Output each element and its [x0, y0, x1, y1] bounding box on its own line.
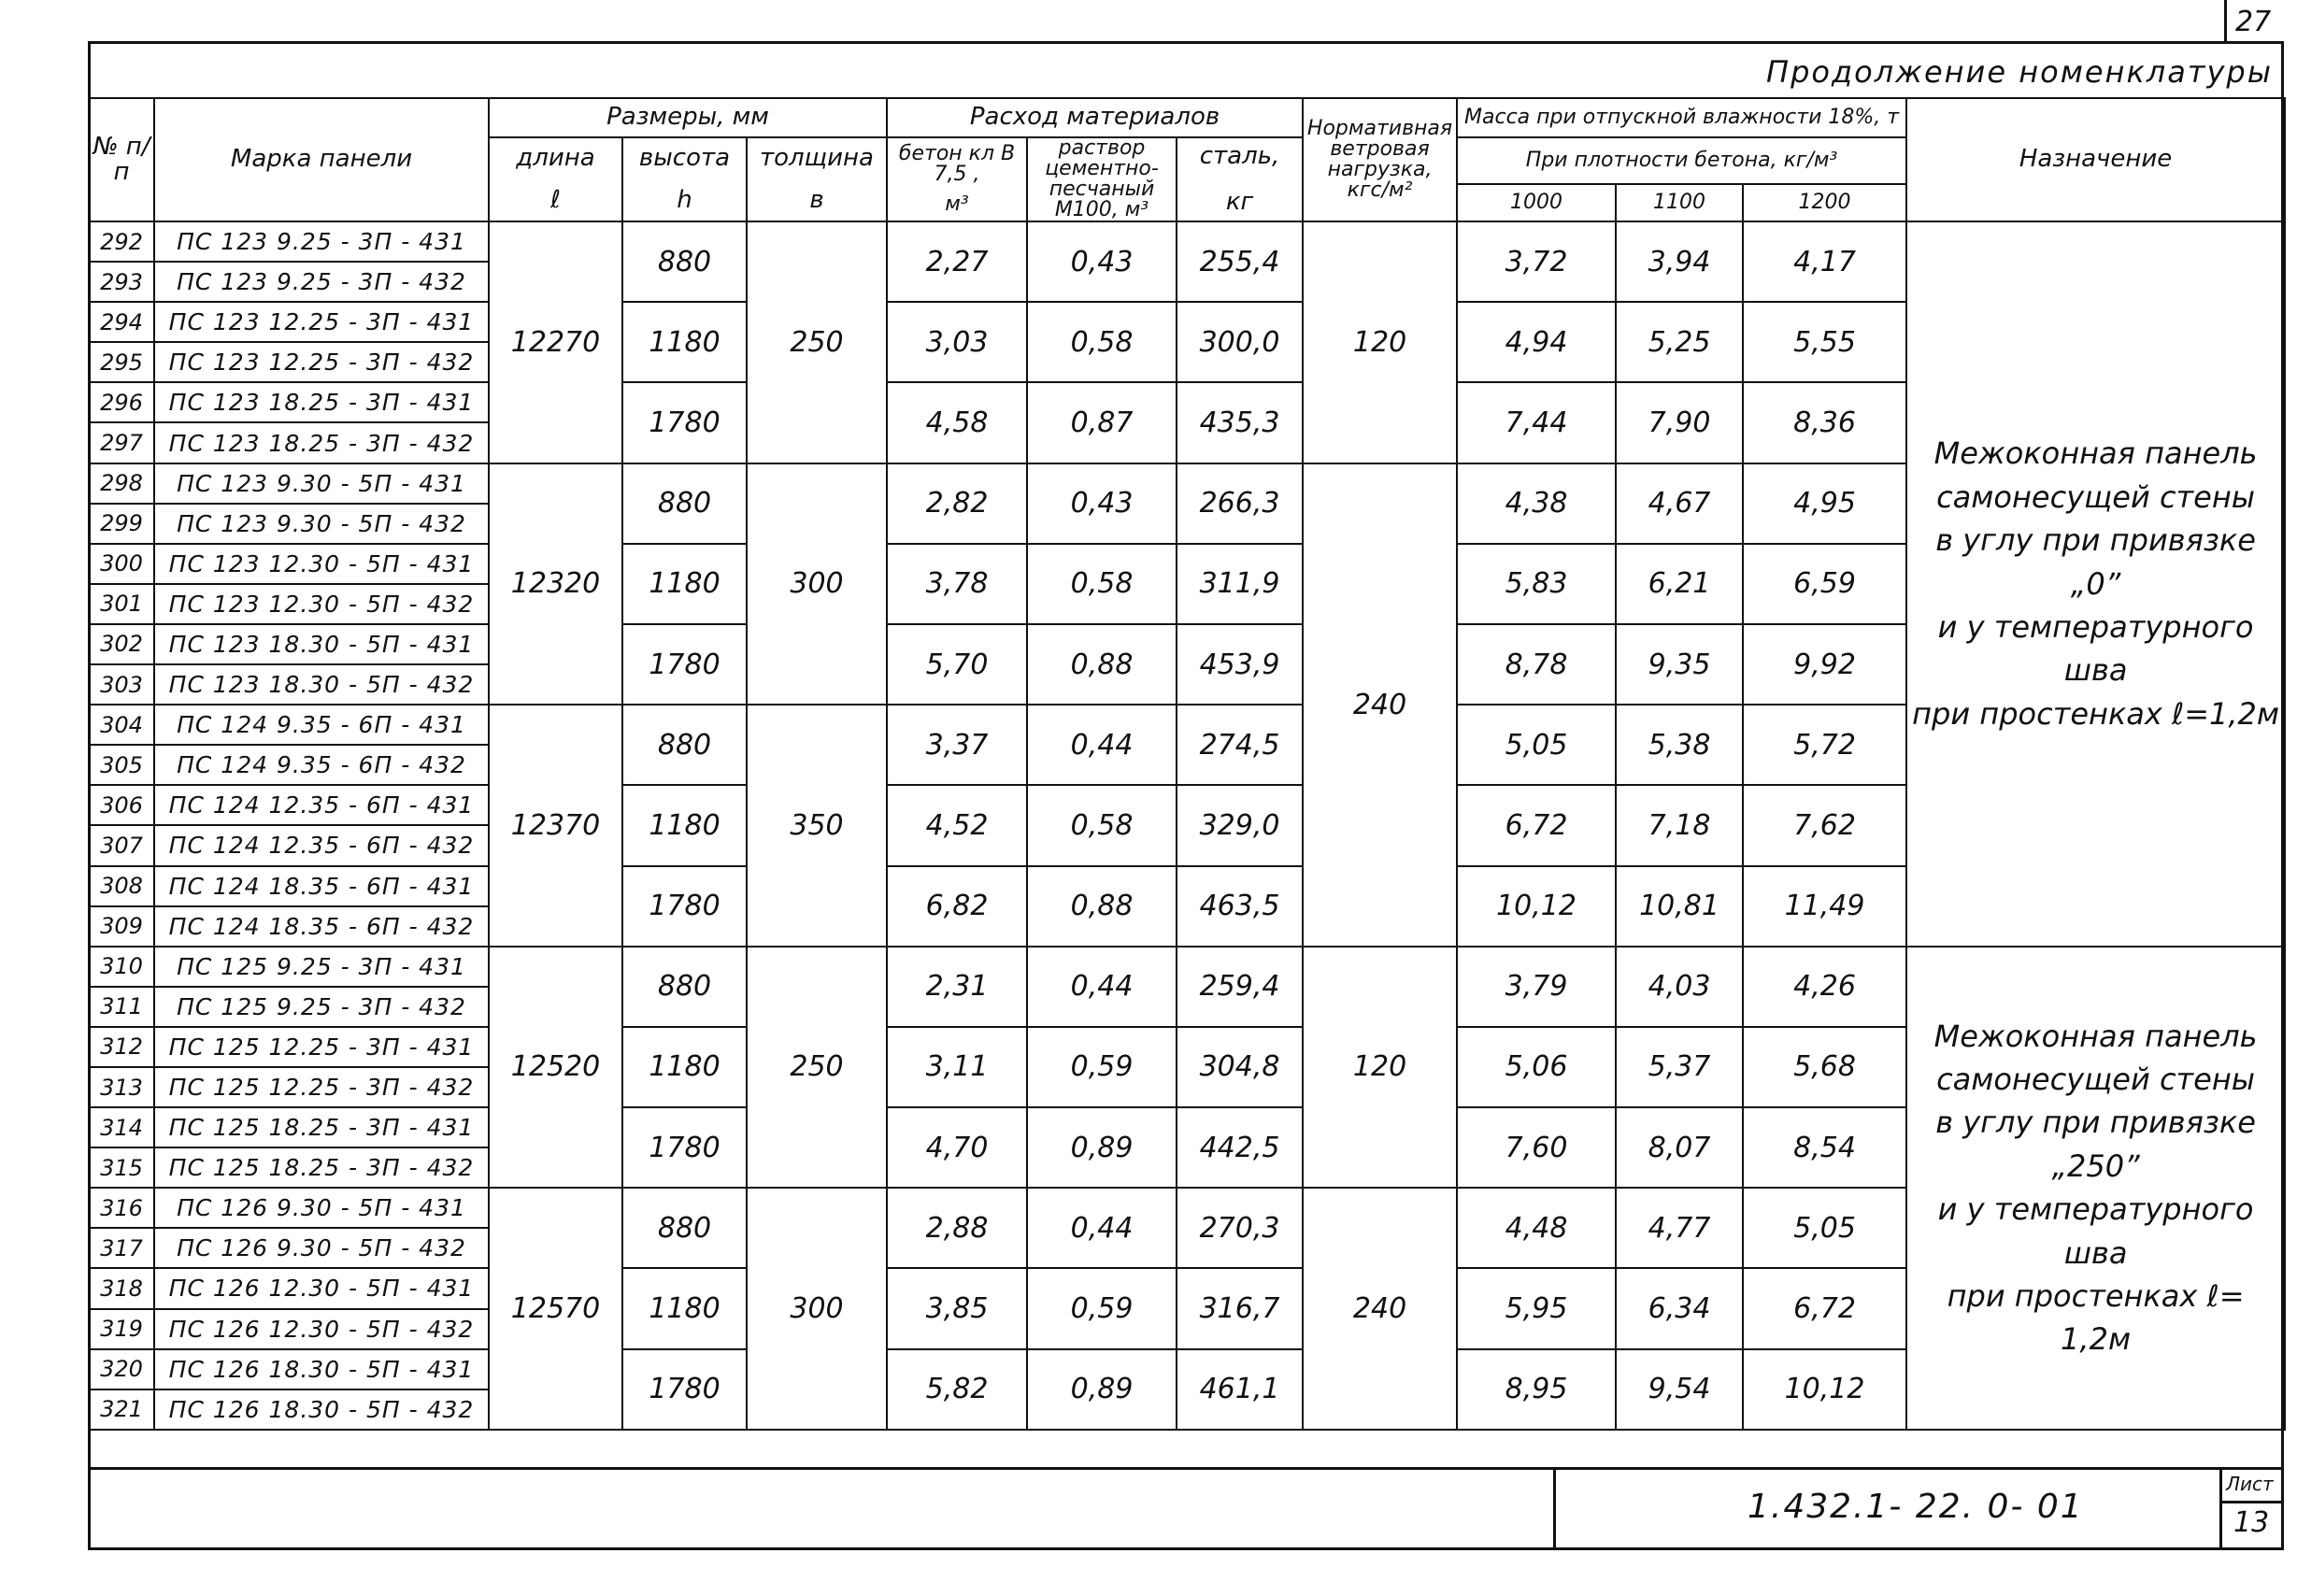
- row-number: 317: [89, 1228, 154, 1268]
- mass-1100: 4,67: [1616, 463, 1743, 544]
- mass-1200: 5,55: [1743, 302, 1906, 382]
- row-number: 300: [89, 544, 154, 584]
- col-header-purpose: Назначение: [1906, 98, 2285, 221]
- mortar-volume: 0,59: [1027, 1027, 1177, 1107]
- steel-mass: 461,1: [1177, 1349, 1303, 1430]
- mass-1000: 4,48: [1457, 1188, 1616, 1268]
- mass-1100: 8,07: [1616, 1107, 1743, 1188]
- row-number: 292: [89, 221, 154, 262]
- panel-mark: ПС 126 18.30 - 5П - 432: [154, 1389, 489, 1430]
- row-number: 306: [89, 785, 154, 825]
- panel-mark: ПС 124 9.35 - 6П - 431: [154, 705, 489, 745]
- purpose-line: Межоконная панель: [1933, 1018, 2258, 1054]
- table-row: [89, 221, 2285, 262]
- purpose-line: в углу при привязке „250”: [1935, 1104, 2256, 1184]
- mortar-volume: 0,44: [1027, 1188, 1177, 1268]
- panel-height: 1180: [622, 1027, 747, 1107]
- mortar-volume: 0,87: [1027, 382, 1177, 463]
- mass-1100: 10,81: [1616, 866, 1743, 947]
- purpose-line: при простенках ℓ= 1,2м: [1947, 1278, 2245, 1358]
- mortar-volume: 0,58: [1027, 302, 1177, 382]
- purpose-cell: [1906, 221, 2285, 947]
- mass-1200: 7,62: [1743, 785, 1906, 865]
- panel-thickness: 250: [747, 221, 887, 463]
- row-number: 311: [89, 987, 154, 1027]
- panel-length: 12570: [489, 1188, 622, 1430]
- row-number: 313: [89, 1067, 154, 1107]
- panel-height: 1780: [622, 1107, 747, 1188]
- row-number: 310: [89, 947, 154, 987]
- row-number: 295: [89, 342, 154, 382]
- panel-mark: ПС 125 9.25 - 3П - 432: [154, 987, 489, 1027]
- panel-height: 1180: [622, 302, 747, 382]
- thickness-label: толщина: [760, 143, 874, 172]
- row-number: 315: [89, 1147, 154, 1188]
- panel-height: 1780: [622, 382, 747, 463]
- mass-1200: 4,26: [1743, 947, 1906, 1027]
- mortar-volume: 0,59: [1027, 1268, 1177, 1348]
- panel-mark: ПС 123 12.25 - 3П - 431: [154, 302, 489, 342]
- mortar-volume: 0,43: [1027, 463, 1177, 544]
- steel-mass: 329,0: [1177, 785, 1303, 865]
- mass-1100: 9,35: [1616, 624, 1743, 705]
- purpose-line: в углу при привязке „0”: [1935, 522, 2256, 602]
- row-number: 298: [89, 463, 154, 504]
- mass-1000: 8,95: [1457, 1349, 1616, 1430]
- steel-mass: 266,3: [1177, 463, 1303, 544]
- panel-height: 880: [622, 705, 747, 785]
- mass-1200: 9,92: [1743, 624, 1906, 705]
- row-number: 293: [89, 262, 154, 302]
- row-number: 316: [89, 1188, 154, 1228]
- mass-1200: 8,54: [1743, 1107, 1906, 1188]
- mass-1000: 4,38: [1457, 463, 1616, 544]
- mass-1000: 5,06: [1457, 1027, 1616, 1107]
- panel-mark: ПС 123 18.30 - 5П - 432: [154, 664, 489, 705]
- mass-1000: 3,72: [1457, 221, 1616, 302]
- steel-mass: 300,0: [1177, 302, 1303, 382]
- panel-mark: ПС 124 9.35 - 6П - 432: [154, 745, 489, 785]
- row-number: 297: [89, 422, 154, 463]
- row-number: 301: [89, 584, 154, 624]
- panel-height: 1180: [622, 544, 747, 624]
- height-symbol: h: [677, 186, 692, 214]
- row-number: 312: [89, 1027, 154, 1067]
- row-number: 309: [89, 906, 154, 947]
- panel-height: 1780: [622, 1349, 747, 1430]
- mass-1200: 6,59: [1743, 544, 1906, 624]
- sheet-list-number: 13: [2233, 1506, 2270, 1539]
- mass-1000: 5,05: [1457, 705, 1616, 785]
- length-symbol: ℓ: [550, 186, 561, 214]
- mortar-volume: 0,44: [1027, 947, 1177, 1027]
- panel-height: 1780: [622, 866, 747, 947]
- nomenclature-table: [88, 97, 2286, 1431]
- row-number: 304: [89, 705, 154, 745]
- panel-mark: ПС 125 18.25 - 3П - 431: [154, 1107, 489, 1147]
- col-header-length: [489, 137, 622, 221]
- concrete-unit: м³: [945, 192, 969, 216]
- mass-1000: 5,83: [1457, 544, 1616, 624]
- panel-mark: ПС 125 9.25 - 3П - 431: [154, 947, 489, 987]
- purpose-line: при простенках ℓ=1,2м: [1912, 695, 2280, 732]
- purpose-line: и у температурного шва: [1937, 609, 2254, 689]
- mass-1200: 5,05: [1743, 1188, 1906, 1268]
- concrete-volume: 3,11: [887, 1027, 1027, 1107]
- panel-mark: ПС 126 18.30 - 5П - 431: [154, 1349, 489, 1389]
- wind-load: 240: [1303, 1188, 1457, 1430]
- panel-mark: ПС 126 9.30 - 5П - 432: [154, 1228, 489, 1268]
- panel-mark: ПС 123 9.25 - 3П - 432: [154, 262, 489, 302]
- mass-1000: 7,60: [1457, 1107, 1616, 1188]
- sheet-list-separator: [2219, 1501, 2281, 1503]
- wind-load: 120: [1303, 221, 1457, 463]
- col-header-d1000: 1000: [1457, 184, 1616, 221]
- col-header-concrete: [887, 137, 1027, 221]
- panel-mark: ПС 123 9.25 - 3П - 431: [154, 221, 489, 262]
- panel-mark: ПС 123 18.25 - 3П - 431: [154, 382, 489, 422]
- col-header-height: [622, 137, 747, 221]
- panel-mark: ПС 126 9.30 - 5П - 431: [154, 1188, 489, 1228]
- panel-mark: ПС 126 12.30 - 5П - 431: [154, 1268, 489, 1308]
- panel-mark: ПС 126 12.30 - 5П - 432: [154, 1309, 489, 1349]
- mass-1100: 5,25: [1616, 302, 1743, 382]
- concrete-volume: 3,03: [887, 302, 1027, 382]
- purpose-line: Межоконная панель: [1933, 435, 2258, 472]
- sheet-corner-divider: [2224, 0, 2227, 41]
- panel-mark: ПС 124 18.35 - 6П - 431: [154, 866, 489, 906]
- panel-mark: ПС 124 12.35 - 6П - 432: [154, 825, 489, 865]
- concrete-volume: 4,52: [887, 785, 1027, 865]
- row-number: 296: [89, 382, 154, 422]
- panel-height: 1780: [622, 624, 747, 705]
- mortar-volume: 0,58: [1027, 544, 1177, 624]
- steel-mass: 304,8: [1177, 1027, 1303, 1107]
- col-header-thickness: [747, 137, 887, 221]
- panel-mark: ПС 125 12.25 - 3П - 432: [154, 1067, 489, 1107]
- purpose-line: и у температурного шва: [1937, 1191, 2254, 1271]
- panel-mark: ПС 123 12.30 - 5П - 431: [154, 544, 489, 584]
- panel-mark: ПС 124 18.35 - 6П - 432: [154, 906, 489, 947]
- concrete-volume: 2,88: [887, 1188, 1027, 1268]
- steel-mass: 270,3: [1177, 1188, 1303, 1268]
- concrete-volume: 5,70: [887, 624, 1027, 705]
- mass-1100: 7,18: [1616, 785, 1743, 865]
- wind-label: Нормативная ветровая нагрузка,: [1306, 117, 1453, 181]
- mass-1100: 6,34: [1616, 1268, 1743, 1348]
- mortar-label: раствор цементно-песчаный: [1045, 137, 1159, 201]
- concrete-volume: 2,82: [887, 463, 1027, 544]
- panel-mark: ПС 124 12.35 - 6П - 431: [154, 785, 489, 825]
- panel-mark: ПС 123 9.30 - 5П - 431: [154, 463, 489, 504]
- steel-mass: 442,5: [1177, 1107, 1303, 1188]
- mass-1200: 10,12: [1743, 1349, 1906, 1430]
- mass-1200: 5,68: [1743, 1027, 1906, 1107]
- panel-thickness: 300: [747, 1188, 887, 1430]
- panel-length: 12270: [489, 221, 622, 463]
- mass-1100: 6,21: [1616, 544, 1743, 624]
- row-number: 320: [89, 1349, 154, 1389]
- mortar-volume: 0,44: [1027, 705, 1177, 785]
- concrete-volume: 4,70: [887, 1107, 1027, 1188]
- mass-1100: 7,90: [1616, 382, 1743, 463]
- document-code: 1.432.1- 22. 0- 01: [1748, 1488, 2084, 1526]
- mass-1100: 4,03: [1616, 947, 1743, 1027]
- col-header-mortar: [1027, 137, 1177, 221]
- row-number: 299: [89, 504, 154, 544]
- mass-1200: 4,17: [1743, 221, 1906, 302]
- title-block-divider: [1553, 1467, 1556, 1550]
- steel-mass: 316,7: [1177, 1268, 1303, 1348]
- row-number: 314: [89, 1107, 154, 1147]
- mass-1200: 8,36: [1743, 382, 1906, 463]
- col-header-wind: [1303, 98, 1457, 221]
- row-number: 303: [89, 664, 154, 705]
- steel-mass: 463,5: [1177, 866, 1303, 947]
- row-number: 319: [89, 1309, 154, 1349]
- col-header-d1100: 1100: [1616, 184, 1743, 221]
- mortar-volume: 0,88: [1027, 866, 1177, 947]
- steel-mass: 453,9: [1177, 624, 1303, 705]
- col-header-mass: Масса при отпускной влажности 18%, т: [1457, 98, 1906, 137]
- purpose-line: самонесущей стены: [1936, 1062, 2256, 1098]
- wind-load: 240: [1303, 463, 1457, 947]
- panel-height: 880: [622, 221, 747, 302]
- panel-mark: ПС 123 12.30 - 5П - 432: [154, 584, 489, 624]
- panel-length: 12520: [489, 947, 622, 1189]
- steel-mass: 274,5: [1177, 705, 1303, 785]
- panel-mark: ПС 125 18.25 - 3П - 432: [154, 1147, 489, 1188]
- panel-mark: ПС 123 18.30 - 5П - 431: [154, 624, 489, 664]
- mass-1100: 5,37: [1616, 1027, 1743, 1107]
- mass-1000: 3,79: [1457, 947, 1616, 1027]
- mass-1000: 7,44: [1457, 382, 1616, 463]
- panel-mark: ПС 123 18.25 - 3П - 432: [154, 422, 489, 463]
- steel-unit: кг: [1225, 188, 1254, 216]
- mass-1100: 4,77: [1616, 1188, 1743, 1268]
- wind-unit: кгс/м²: [1347, 178, 1413, 202]
- panel-height: 1180: [622, 785, 747, 865]
- mass-1100: 3,94: [1616, 221, 1743, 302]
- panel-height: 880: [622, 463, 747, 544]
- mortar-unit: М100, м³: [1054, 198, 1149, 221]
- wind-load: 120: [1303, 947, 1457, 1189]
- mortar-volume: 0,89: [1027, 1349, 1177, 1430]
- mass-1100: 5,38: [1616, 705, 1743, 785]
- row-number: 294: [89, 302, 154, 342]
- col-header-mark: Марка панели: [154, 98, 489, 221]
- purpose-line: самонесущей стены: [1936, 478, 2256, 515]
- sheet-list-label: Лист: [2226, 1473, 2274, 1495]
- concrete-volume: 2,27: [887, 221, 1027, 302]
- col-header-steel: [1177, 137, 1303, 221]
- panel-length: 12370: [489, 705, 622, 947]
- table-body: [89, 221, 2285, 1430]
- concrete-volume: 3,78: [887, 544, 1027, 624]
- mass-1100: 9,54: [1616, 1349, 1743, 1430]
- sheet-number: 27: [2235, 6, 2272, 38]
- continuation-title: Продолжение номенклатуры: [1766, 54, 2273, 90]
- concrete-volume: 4,58: [887, 382, 1027, 463]
- row-number: 318: [89, 1268, 154, 1308]
- panel-length: 12320: [489, 463, 622, 705]
- mass-1200: 4,95: [1743, 463, 1906, 544]
- height-label: высота: [638, 143, 731, 172]
- mass-1000: 8,78: [1457, 624, 1616, 705]
- col-header-materials: Расход материалов: [887, 98, 1303, 137]
- col-header-density: При плотности бетона, кг/м³: [1457, 137, 1906, 184]
- mass-1200: 5,72: [1743, 705, 1906, 785]
- panel-mark: ПС 123 9.30 - 5П - 432: [154, 504, 489, 544]
- mass-1000: 4,94: [1457, 302, 1616, 382]
- mortar-volume: 0,58: [1027, 785, 1177, 865]
- steel-mass: 259,4: [1177, 947, 1303, 1027]
- row-number: 302: [89, 624, 154, 664]
- steel-mass: 311,9: [1177, 544, 1303, 624]
- steel-mass: 435,3: [1177, 382, 1303, 463]
- col-header-dimensions: Размеры, мм: [489, 98, 887, 137]
- concrete-volume: 2,31: [887, 947, 1027, 1027]
- panel-height: 880: [622, 947, 747, 1027]
- thickness-symbol: в: [809, 186, 824, 214]
- col-header-num: № п/п: [89, 98, 154, 221]
- panel-thickness: 300: [747, 463, 887, 705]
- panel-height: 1180: [622, 1268, 747, 1348]
- panel-thickness: 250: [747, 947, 887, 1189]
- steel-mass: 255,4: [1177, 221, 1303, 302]
- concrete-volume: 3,85: [887, 1268, 1027, 1348]
- row-number: 305: [89, 745, 154, 785]
- mass-1000: 6,72: [1457, 785, 1616, 865]
- row-number: 308: [89, 866, 154, 906]
- concrete-volume: 3,37: [887, 705, 1027, 785]
- concrete-volume: 5,82: [887, 1349, 1027, 1430]
- title-block-top-line: [88, 1467, 2284, 1470]
- mortar-volume: 0,43: [1027, 221, 1177, 302]
- length-label: длина: [516, 143, 595, 172]
- row-number: 307: [89, 825, 154, 865]
- mass-1200: 6,72: [1743, 1268, 1906, 1348]
- panel-mark: ПС 123 12.25 - 3П - 432: [154, 342, 489, 382]
- mass-1000: 5,95: [1457, 1268, 1616, 1348]
- panel-thickness: 350: [747, 705, 887, 947]
- mass-1200: 11,49: [1743, 866, 1906, 947]
- panel-mark: ПС 125 12.25 - 3П - 431: [154, 1027, 489, 1067]
- purpose-cell: [1906, 947, 2285, 1430]
- row-number: 321: [89, 1389, 154, 1430]
- steel-label: сталь,: [1199, 141, 1280, 170]
- concrete-label: бетон кл В 7,5 ,: [898, 142, 1016, 186]
- mass-1000: 10,12: [1457, 866, 1616, 947]
- mortar-volume: 0,89: [1027, 1107, 1177, 1188]
- panel-height: 880: [622, 1188, 747, 1268]
- concrete-volume: 6,82: [887, 866, 1027, 947]
- table-row: [89, 947, 2285, 987]
- mortar-volume: 0,88: [1027, 624, 1177, 705]
- col-header-d1200: 1200: [1743, 184, 1906, 221]
